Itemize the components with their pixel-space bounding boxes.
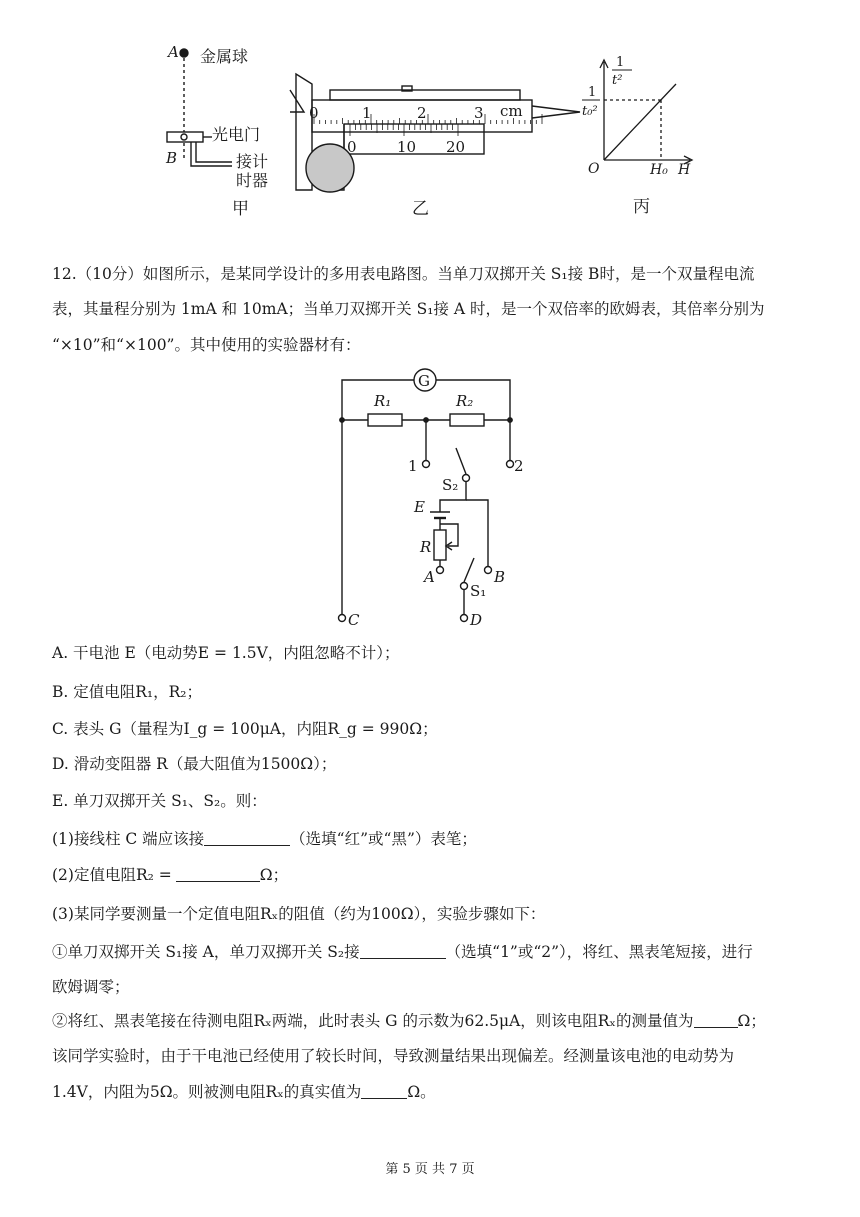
q1-answer-blank[interactable]	[204, 845, 290, 846]
metal-ball-label: 金属球	[200, 47, 249, 66]
question-3: (3)某同学要测量一个定值电阻Rₓ的阻值（约为100Ω），实验步骤如下：	[52, 905, 546, 923]
point-b-label: B	[166, 149, 178, 167]
main-unit: cm	[500, 102, 523, 120]
q1-text-a: (1)接线柱 C 端应该接	[52, 830, 205, 848]
material-b: B. 定值电阻R₁，R₂；	[52, 683, 203, 701]
timer-label-2: 时器	[236, 171, 269, 190]
terminal-1-label: 1	[408, 457, 418, 475]
vernier-tick-10: 10	[397, 138, 417, 156]
question-2	[52, 863, 288, 885]
q12-line-1: 12.（10分）如图所示，是某同学设计的多用表电路图。当单刀双掷开关 S₁接 B时，是一个双量程电流	[52, 265, 755, 283]
y-top-den: t²	[612, 73, 623, 88]
step1-text-b: （选填“1”或“2”），将红、黑表笔短接，进行	[445, 943, 753, 961]
step1-answer-blank[interactable]	[360, 958, 446, 959]
timer-label-1: 接计	[236, 152, 269, 171]
step-2-cont: 该同学实验时，由于干电池已经使用了较长时间，导致测量结果出现偏差。经测量该电池的电动势为	[52, 1047, 735, 1065]
e-label: E	[414, 498, 425, 516]
main-tick-0: 0	[309, 104, 319, 122]
r1-label: R₁	[374, 392, 392, 410]
step-2	[52, 1009, 766, 1031]
q12-line-3: “×10”和“×100”。其中使用的实验器材有：	[52, 336, 361, 354]
switch-s1-icon	[461, 583, 468, 590]
step-1	[52, 940, 753, 962]
terminal-1-icon	[423, 461, 430, 468]
main-tick-2: 2	[417, 104, 427, 122]
h0-label: H₀	[650, 162, 668, 178]
switch-s2-icon	[463, 475, 470, 482]
d-label: D	[470, 611, 483, 629]
a-label: A	[424, 568, 435, 586]
resistor-r2-icon	[450, 414, 484, 426]
material-c: C. 表头 G（量程为I_g = 100μA，内阻R_g = 990Ω；	[52, 720, 438, 738]
s1-label: S₁	[470, 582, 487, 600]
vernier-tick-0: 0	[347, 138, 357, 156]
step-2-final	[52, 1080, 436, 1102]
material-a: A. 干电池 E（电动势E = 1.5V，内阻忽略不计）；	[52, 644, 400, 662]
q12-line-2: 表，其量程分别为 1mA 和 10mA；当单刀双掷开关 S₁接 A 时，是一个双倍率的欧姆表，其倍率分别为	[52, 300, 765, 318]
y-mark-den: t₀²	[582, 104, 598, 119]
step3-answer-blank[interactable]	[361, 1098, 407, 1099]
rheostat-icon	[434, 530, 446, 560]
q1-text-b: （选填“红”或“黑”）表笔；	[290, 830, 477, 848]
q2-answer-blank[interactable]	[176, 881, 260, 882]
step2-answer-blank[interactable]	[694, 1027, 738, 1028]
photogate-label: 光电门	[212, 125, 261, 144]
terminal-d-icon	[461, 615, 468, 622]
galvanometer-label: G	[418, 372, 430, 390]
terminal-c-icon	[339, 615, 346, 622]
terminal-2-icon	[507, 461, 514, 468]
terminal-a-icon	[437, 567, 444, 574]
q2-text-b: Ω；	[259, 866, 289, 884]
step2-text-b: Ω；	[737, 1012, 766, 1030]
r2-label: R₂	[456, 392, 474, 410]
material-d: D. 滑动变阻器 R（最大阻值为1500Ω）；	[52, 755, 337, 773]
step1-text-a: ①单刀双掷开关 S₁接 A，单刀双掷开关 S₂接	[52, 943, 360, 961]
point-a-label: A	[168, 43, 179, 61]
material-e: E. 单刀双掷开关 S₁、S₂。则：	[52, 792, 267, 810]
main-tick-1: 1	[362, 104, 372, 122]
h-axis-label: H	[678, 162, 691, 178]
c-label: C	[348, 611, 360, 629]
caption-bing: 丙	[633, 197, 650, 217]
resistor-r1-icon	[368, 414, 402, 426]
y-mark-num: 1	[588, 85, 597, 100]
q2-text-a: (2)定值电阻R₂ =	[52, 866, 172, 884]
question-1	[52, 827, 477, 849]
b-label: B	[494, 568, 506, 586]
origin-label: O	[588, 161, 600, 177]
step2-text-a: ②将红、黑表笔接在待测电阻Rₓ两端，此时表头 G 的示数为62.5μA，则该电阻Rₓ的测量值为	[52, 1012, 694, 1030]
main-tick-3: 3	[474, 104, 484, 122]
step3-text-b: Ω。	[407, 1083, 436, 1101]
step-1-cont: 欧姆调零；	[52, 978, 130, 996]
r-label: R	[420, 538, 432, 556]
terminal-b-icon	[485, 567, 492, 574]
page-footer: 第 5 页 共 7 页	[385, 1162, 475, 1177]
terminal-2-label: 2	[514, 457, 524, 475]
caption-yi: 乙	[412, 199, 429, 219]
vernier-tick-20: 20	[446, 138, 466, 156]
s2-label: S₂	[442, 476, 459, 494]
step3-text-a: 1.4V，内阻为5Ω。则被测电阻Rₓ的真实值为	[52, 1083, 362, 1101]
caption-jia: 甲	[232, 199, 249, 219]
y-top-num: 1	[616, 55, 625, 70]
